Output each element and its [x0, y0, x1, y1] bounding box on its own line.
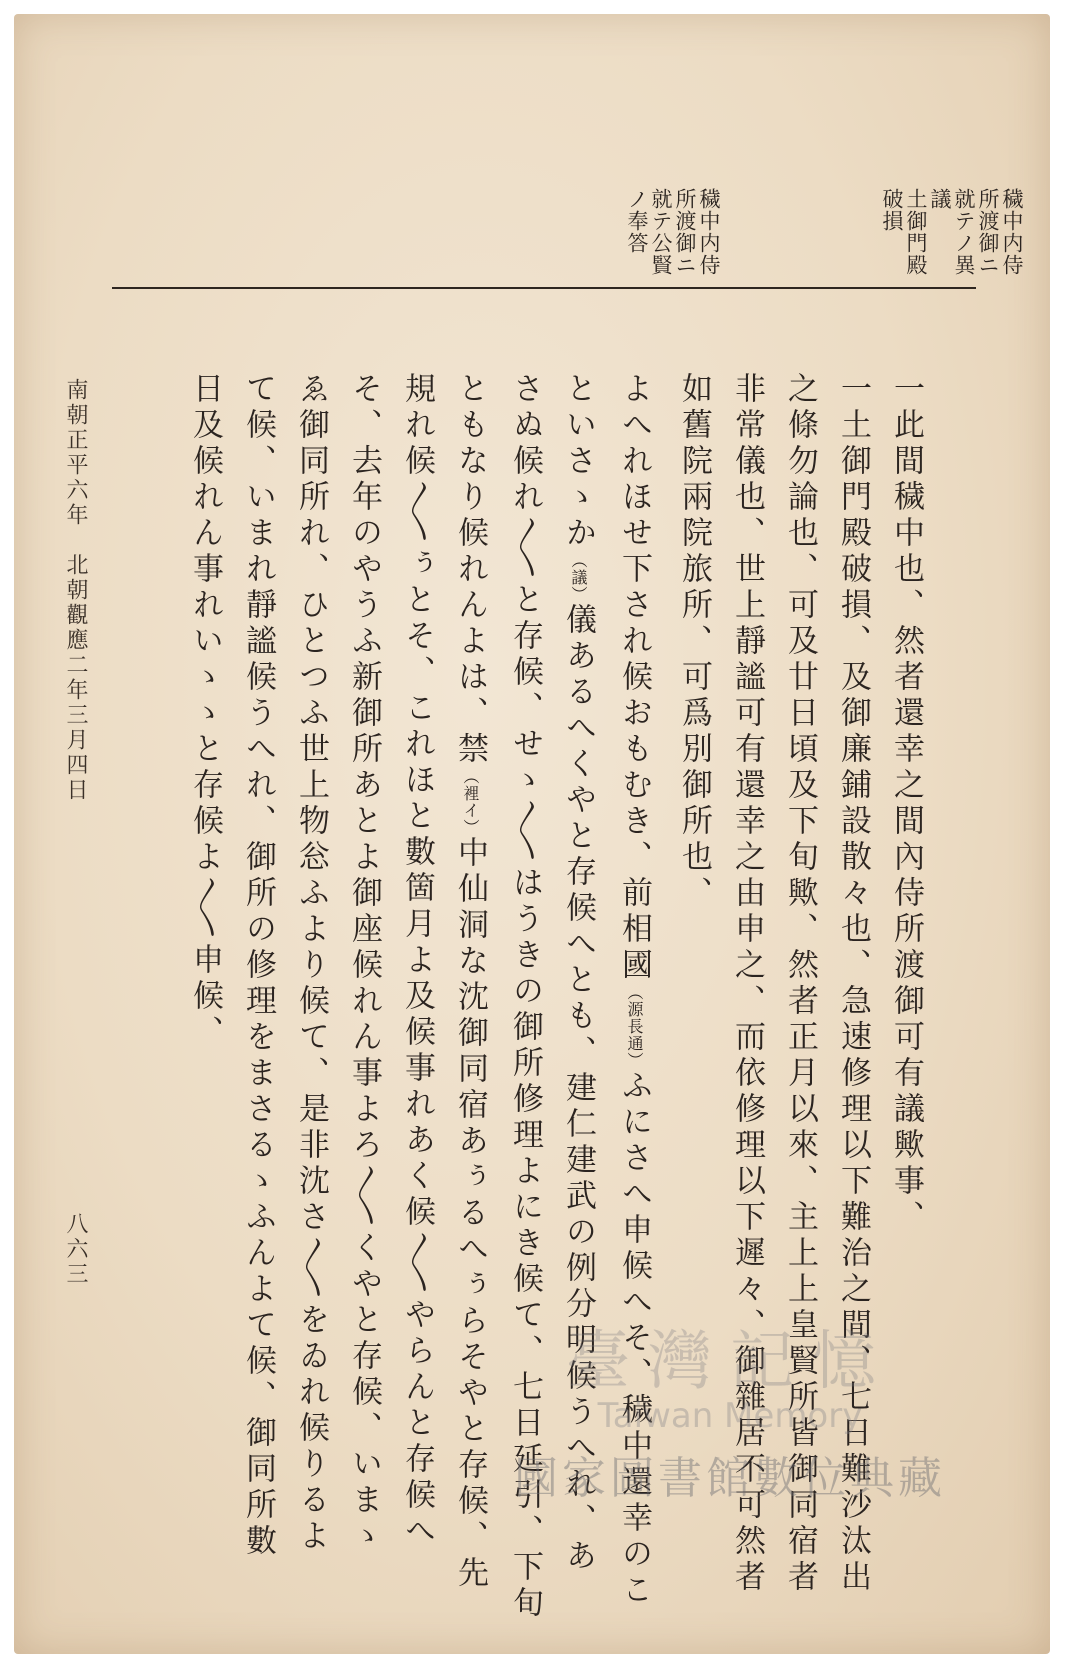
annotation-minamoto: （源長通） [625, 984, 644, 1069]
annotation-gi: （議） [569, 552, 588, 603]
watermark-english: Taiwan Memory [597, 1396, 863, 1436]
body-line-7b: 儀あるへくやと存候へとも、建仁建武の例分明候うへれ、あ [560, 603, 596, 1575]
body-line-9a: ともなり候れんよは、禁 [452, 372, 488, 768]
body-line-8: さぬ候れ〳〵と存候、せゝ〳〵はうきの御所修理よにき候て、七日延引、下旬 [507, 372, 543, 1622]
divider-rule [112, 287, 976, 289]
header-note-2: 穢中内侍 所渡御ニ 就テ公賢 ノ奉答 [625, 188, 721, 276]
watermark-title: 臺灣記憶 [566, 1325, 894, 1399]
watermark-org: 國家圖書館數位典藏 [514, 1453, 946, 1504]
body-line-7a: といさゝか [560, 372, 596, 552]
body-line-3: 之條勿論也、可及廿日頃及下旬歟、然者正月以來、主上上皇賢所皆御同宿者 [782, 372, 818, 1596]
body-line-13: て候、いまれ靜謐候うへれ、御所の修理をまさるゝふんよて候、御同所數 [240, 372, 276, 1560]
body-line-12: ゑ御同所れ、ひとつふ世上物忩ふより候て、是非沈さ〳〵をゐれ候りるよ [293, 372, 329, 1555]
body-line-9b: 中仙洞な沈御同宿あぅるへぅらそやと存候、先 [452, 836, 488, 1592]
body-line-10: 規れ候〳〵ぅとそ、これほと數箇月よ及候事れあく候〳〵やらんと存候へ [399, 372, 435, 1550]
body-line-2: 一土御門殿破損、及御廉鋪設散々也、急速修理以下難治之間、七日難沙汰出 [835, 372, 871, 1596]
page-number: 八六三 [63, 1212, 88, 1287]
body-line-14: 日及候れん事れいゝゝと存候よ〳〵申候、 [187, 372, 223, 1051]
body-line-6a: よへれほせ下され候おもむき、前相國 [616, 372, 652, 984]
annotation-ri: （裡イ） [461, 768, 480, 836]
date-footer: 南朝正平六年 北朝觀應二年三月四日 [63, 378, 88, 803]
header-note-1: 穢中内侍 所渡御ニ 就テノ異 議 土御門殿 破損 [880, 188, 1024, 276]
body-line-4: 非常儀也、世上靜謐可有還幸之由申之、而依修理以下遲々、御雜居不可然者 [729, 372, 765, 1596]
body-line-5: 如舊院兩院旅所、可爲別御所也、 [676, 372, 712, 912]
body-line-1: 一此間穢中也、然者還幸之間內侍所渡御可有議歟事、 [888, 372, 924, 1236]
body-line-6b: ふにさへ申候へそ、穢中還幸のこ [616, 1069, 652, 1609]
body-line-11: そ、去年のやうふ新御所あとよ御座候れん事よろ〳〵くやと存候、いまゝ [346, 372, 382, 1555]
watermark [470, 1310, 990, 1506]
